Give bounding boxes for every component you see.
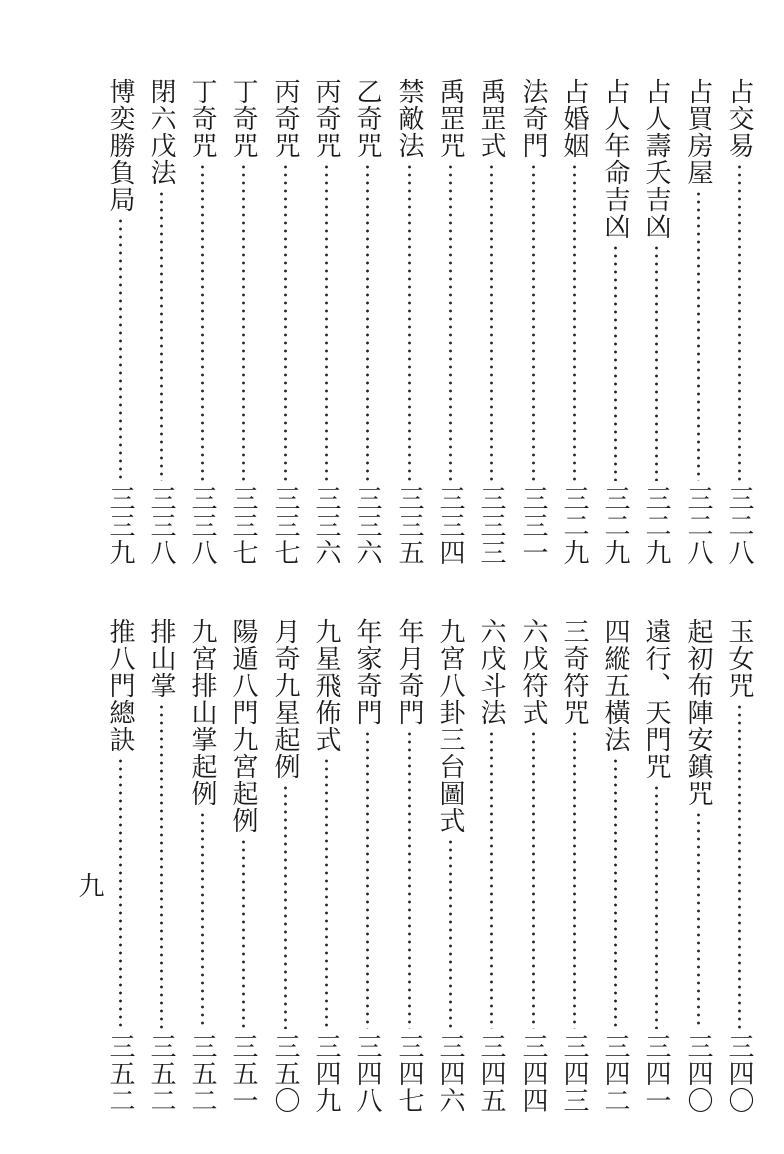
entry-title: 推八門總訣 <box>105 618 135 753</box>
toc-entry <box>146 78 176 566</box>
entry-page: 三四六 <box>435 1033 465 1114</box>
entry-title: 年家奇門 <box>352 618 382 726</box>
entry-title: 六戊符式 <box>518 618 548 726</box>
dot-leader <box>655 244 658 481</box>
toc-entry <box>228 618 258 1114</box>
entry-title: 三奇符咒 <box>559 618 589 726</box>
entry-title: 遠行、天門咒 <box>641 618 671 780</box>
entry-title: 禹罡式 <box>476 78 506 159</box>
entry-title: 丙奇咒 <box>311 78 341 159</box>
toc-entry <box>641 78 671 566</box>
dot-leader <box>325 757 328 1029</box>
entry-title: 占人年命吉凶 <box>600 78 630 240</box>
toc-entry <box>518 618 548 1114</box>
dot-leader <box>614 757 617 1029</box>
toc-entry <box>435 78 465 566</box>
dot-leader <box>449 838 452 1029</box>
entry-title: 占人壽夭吉凶 <box>641 78 671 240</box>
entry-page: 三五二 <box>146 1033 176 1114</box>
entry-page: 三三六 <box>311 485 341 566</box>
entry-title: 起初布陣安鎮咒 <box>683 618 713 807</box>
dot-leader <box>738 703 741 1029</box>
dot-leader <box>119 757 122 1029</box>
entry-title: 法奇門 <box>518 78 548 159</box>
dot-leader <box>408 163 411 481</box>
dot-leader <box>697 190 700 481</box>
entry-title: 丁奇咒 <box>187 78 217 159</box>
entry-title: 九星飛佈式 <box>311 618 341 753</box>
dot-leader <box>532 163 535 481</box>
entry-page: 三二八 <box>724 485 754 566</box>
toc-entry <box>724 78 754 566</box>
entry-title: 月奇九星起例 <box>270 618 300 780</box>
entry-page: 三五〇 <box>270 1033 300 1114</box>
entry-page: 三三七 <box>270 485 300 566</box>
entry-title: 九宮排山掌起例 <box>187 618 217 807</box>
dot-leader <box>532 730 535 1029</box>
entry-page: 三四二 <box>600 1033 630 1114</box>
entry-title: 占交易 <box>724 78 754 159</box>
entry-page: 三三四 <box>435 485 465 566</box>
entry-page: 三二九 <box>559 485 589 566</box>
entry-page: 三四〇 <box>724 1033 754 1114</box>
toc-entry <box>559 78 589 566</box>
dot-leader <box>697 811 700 1029</box>
entry-title: 九宮八卦三台圖式 <box>435 618 465 834</box>
dot-leader <box>284 784 287 1029</box>
entry-page: 三五二 <box>187 1033 217 1114</box>
toc-entry <box>311 78 341 566</box>
dot-leader <box>119 217 122 481</box>
entry-page: 三二九 <box>641 485 671 566</box>
dot-leader <box>284 163 287 481</box>
entry-title: 年月奇門 <box>394 618 424 726</box>
entry-title: 禹罡咒 <box>435 78 465 159</box>
entry-page: 三四七 <box>394 1033 424 1114</box>
entry-page: 三五二 <box>105 1033 135 1114</box>
entry-title: 四縱五橫法 <box>600 618 630 753</box>
entry-title: 丙奇咒 <box>270 78 300 159</box>
dot-leader <box>242 838 245 1029</box>
dot-leader <box>408 730 411 1029</box>
entry-page: 三四三 <box>559 1033 589 1114</box>
dot-leader <box>449 163 452 481</box>
toc-entry <box>683 78 713 566</box>
entry-page: 三三五 <box>394 485 424 566</box>
dot-leader <box>242 163 245 481</box>
toc-entry <box>600 78 630 566</box>
dot-leader <box>366 730 369 1029</box>
toc-entry <box>187 618 217 1114</box>
toc-entry <box>311 618 341 1114</box>
toc-entry <box>228 78 258 566</box>
toc-entry <box>105 78 135 566</box>
toc-entry <box>352 618 382 1114</box>
entry-title: 玉女咒 <box>724 618 754 699</box>
entry-page: 三三七 <box>228 485 258 566</box>
toc-entry <box>270 618 300 1114</box>
toc-entry <box>641 618 671 1114</box>
entry-page: 三三三 <box>476 485 506 566</box>
dot-leader <box>573 163 576 481</box>
entry-page: 三二九 <box>600 485 630 566</box>
toc-entry <box>270 78 300 566</box>
toc-entry <box>394 78 424 566</box>
entry-title: 禁敵法 <box>394 78 424 159</box>
dot-leader <box>160 703 163 1029</box>
entry-title: 博奕勝負局 <box>105 78 135 213</box>
entry-title: 陽遁八門九宮起例 <box>228 618 258 834</box>
dot-leader <box>655 784 658 1029</box>
dot-leader <box>490 730 493 1029</box>
toc-entry <box>476 618 506 1114</box>
toc-entry <box>476 78 506 566</box>
toc-entry <box>146 618 176 1114</box>
toc-entry <box>724 618 754 1114</box>
dot-leader <box>366 163 369 481</box>
entry-page: 三三九 <box>105 485 135 566</box>
toc-entry <box>187 78 217 566</box>
dot-leader <box>325 163 328 481</box>
dot-leader <box>573 730 576 1029</box>
toc-entry <box>394 618 424 1114</box>
toc-entry <box>600 618 630 1114</box>
entry-page: 三四一 <box>641 1033 671 1114</box>
entry-title: 占買房屋 <box>683 78 713 186</box>
dot-leader <box>738 163 741 481</box>
entry-page: 三三一 <box>518 485 548 566</box>
toc-entry <box>352 78 382 566</box>
page-number: 九 <box>74 872 104 898</box>
toc-entry <box>435 618 465 1114</box>
entry-page: 三四五 <box>476 1033 506 1114</box>
toc-entry <box>518 78 548 566</box>
entry-title: 丁奇咒 <box>228 78 258 159</box>
dot-leader <box>201 811 204 1029</box>
dot-leader <box>490 163 493 481</box>
entry-page: 三四八 <box>352 1033 382 1114</box>
entry-title: 乙奇咒 <box>352 78 382 159</box>
entry-page: 三五一 <box>228 1033 258 1114</box>
entry-title: 排山掌 <box>146 618 176 699</box>
dot-leader <box>201 163 204 481</box>
toc-entry <box>559 618 589 1114</box>
entry-page: 三四〇 <box>683 1033 713 1114</box>
dot-leader <box>160 190 163 481</box>
entry-page: 三四九 <box>311 1033 341 1114</box>
toc-entry <box>683 618 713 1114</box>
entry-page: 三三六 <box>352 485 382 566</box>
entry-page: 三二八 <box>683 485 713 566</box>
entry-title: 閉六戊法 <box>146 78 176 186</box>
toc-entry <box>105 618 135 1114</box>
dot-leader <box>614 244 617 481</box>
entry-page: 三四四 <box>518 1033 548 1114</box>
entry-title: 占婚姻 <box>559 78 589 159</box>
entry-page: 三三八 <box>187 485 217 566</box>
entry-title: 六戊斗法 <box>476 618 506 726</box>
entry-page: 三三八 <box>146 485 176 566</box>
